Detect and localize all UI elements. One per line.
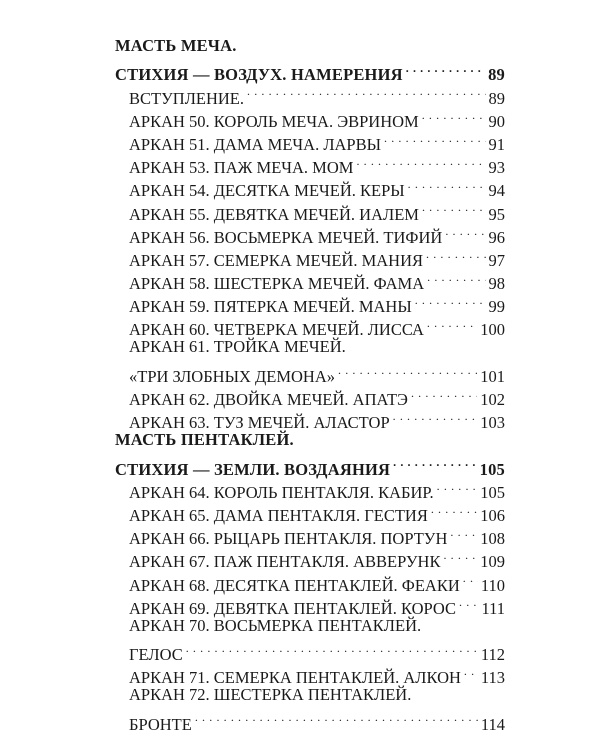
dot-leader — [463, 567, 478, 590]
toc-entry-title: ГЕЛОС — [129, 645, 183, 665]
table-of-contents — [115, 34, 505, 734]
toc-entry-title: АРКАН 50. КОРОЛЬ МЕЧА. ЭВРИНОМ — [129, 111, 419, 131]
toc-entry-title: АРКАН 67. ПАЖ ПЕНТАКЛЯ. АВВЕРУНК — [129, 552, 441, 572]
toc-page-number: 114 — [480, 714, 505, 734]
toc-section-heading — [115, 57, 505, 85]
dot-leader — [393, 405, 478, 428]
dot-leader — [422, 196, 486, 219]
toc-page-number: 93 — [488, 158, 505, 178]
toc-page-number: 108 — [480, 529, 505, 549]
dot-leader — [427, 266, 485, 289]
dot-leader — [415, 289, 486, 312]
toc-page-number: 103 — [480, 413, 505, 433]
toc-entry-title: «ТРИ ЗЛОБНЫХ ДЕМОНА» — [129, 366, 336, 386]
dot-leader — [427, 312, 477, 335]
dot-leader — [437, 475, 478, 498]
toc-entry-title: АРКАН 61. ТРОЙКА МЕЧЕЙ. — [129, 337, 346, 357]
toc-page-number: 90 — [488, 111, 505, 131]
toc-page-number: 101 — [480, 366, 505, 386]
dot-leader — [408, 173, 486, 196]
toc-entry — [115, 335, 505, 358]
toc-page-number: 106 — [480, 505, 505, 525]
toc-entry-title: АРКАН 70. ВОСЬМЕРКА ПЕНТАКЛЕЙ. — [129, 615, 422, 635]
dot-leader — [443, 544, 477, 567]
toc-entry-title: АРКАН 63. ТУЗ МЕЧЕЙ. АЛАСТОР — [129, 413, 390, 433]
toc-entry-title: АРКАН 62. ДВОЙКА МЕЧЕЙ. АПАТЭ — [129, 390, 408, 409]
toc-entry-title: АРКАН 57. СЕМЕРКА МЕЧЕЙ. МАНИЯ — [129, 250, 424, 270]
toc-entry-title: АРКАН 51. ДАМА МЕЧА. ЛАРВЫ — [129, 134, 382, 154]
toc-entry-title: АРКАН 68. ДЕСЯТКА ПЕНТАКЛЕЙ. ФЕАКИ — [129, 575, 460, 595]
toc-page-number: 94 — [488, 181, 505, 201]
dot-leader — [393, 451, 476, 474]
toc-entry-title: АРКАН 60. ЧЕТВЕРКА МЕЧЕЙ. ЛИССА — [129, 320, 424, 340]
toc-page-number: 102 — [480, 390, 505, 409]
toc-entry-title: АРКАН 66. РЫЦАРЬ ПЕНТАКЛЯ. ПОРТУН — [129, 529, 448, 549]
toc-page-number: 96 — [488, 227, 505, 247]
toc-page-number: 98 — [488, 274, 505, 294]
toc-section-heading — [115, 451, 505, 479]
toc-page-number: 105 — [480, 482, 505, 502]
dot-leader — [422, 104, 486, 127]
toc-entry-title: АРКАН 56. ВОСЬМЕРКА МЕЧЕЙ. ТИФИЙ — [129, 227, 443, 247]
toc-entry-title: БРОНТЕ — [129, 714, 192, 734]
toc-entry — [115, 706, 505, 734]
toc-page-number: 113 — [480, 668, 505, 688]
toc-entry-title: АРКАН 72. ШЕСТЕРКА ПЕНТАКЛЕЙ. — [129, 685, 412, 705]
dot-leader — [464, 660, 478, 683]
toc-page-number: 105 — [479, 459, 505, 479]
toc-page-number: 99 — [488, 297, 505, 317]
toc-page-number: 110 — [480, 575, 505, 595]
toc-page-number: 112 — [480, 645, 505, 665]
dot-leader — [450, 521, 477, 544]
toc-entry-title: СТИХИЯ — ВОЗДУХ. НАМЕРЕНИЯ — [115, 65, 403, 85]
dot-leader — [426, 243, 485, 266]
dot-leader — [431, 498, 477, 521]
toc-entry-title: АРКАН 55. ДЕВЯТКА МЕЧЕЙ. ИАЛЕМ — [129, 204, 419, 224]
dot-leader — [186, 637, 478, 660]
toc-page-number: 97 — [488, 250, 505, 270]
toc-page-number: 89 — [488, 65, 505, 85]
toc-entry-title: ВСТУПЛЕНИЕ. — [129, 88, 244, 108]
toc-entry-title: АРКАН 65. ДАМА ПЕНТАКЛЯ. ГЕСТИЯ — [129, 505, 428, 525]
toc-section-heading — [115, 34, 505, 57]
toc-entry-title: СТИХИЯ — ЗЕМЛИ. ВОЗДАЯНИЯ — [115, 459, 391, 479]
dot-leader — [247, 80, 486, 103]
toc-entry-title: АРКАН 64. КОРОЛЬ ПЕНТАКЛЯ. КАБИР. — [129, 482, 434, 502]
toc-entry-title: АРКАН 71. СЕМЕРКА ПЕНТАКЛЕЙ. АЛКОН — [129, 668, 461, 688]
toc-entry-title: АРКАН 58. ШЕСТЕРКА МЕЧЕЙ. ФАМА — [129, 274, 425, 294]
dot-leader — [459, 591, 478, 614]
dot-leader — [356, 150, 485, 173]
toc-page-number: 111 — [481, 598, 505, 618]
dot-leader — [406, 57, 485, 80]
toc-entry-title: АРКАН 69. ДЕВЯТКА ПЕНТАКЛЕЙ. КОРОС — [129, 598, 456, 618]
toc-page-number: 100 — [480, 320, 505, 340]
dot-leader — [384, 127, 485, 150]
dot-leader — [195, 706, 478, 729]
toc-entry-title: АРКАН 59. ПЯТЕРКА МЕЧЕЙ. МАНЫ — [129, 297, 412, 317]
toc-entry-title: МАСТЬ ПЕНТАКЛЕЙ. — [115, 430, 294, 450]
toc-entry-title: АРКАН 53. ПАЖ МЕЧА. МОМ — [129, 158, 354, 178]
toc-entry — [115, 637, 505, 665]
toc-page-number: 89 — [488, 88, 505, 108]
toc-entry-title: АРКАН 54. ДЕСЯТКА МЕЧЕЙ. КЕРЫ — [129, 181, 405, 201]
toc-entry-title: МАСТЬ МЕЧА. — [115, 36, 237, 55]
dot-leader — [411, 382, 477, 405]
toc-page-number: 109 — [480, 552, 505, 572]
dot-leader — [338, 359, 477, 382]
toc-page-number: 91 — [488, 134, 505, 154]
dot-leader — [445, 220, 485, 243]
toc-entry — [115, 359, 505, 386]
toc-page-number: 95 — [488, 204, 505, 224]
